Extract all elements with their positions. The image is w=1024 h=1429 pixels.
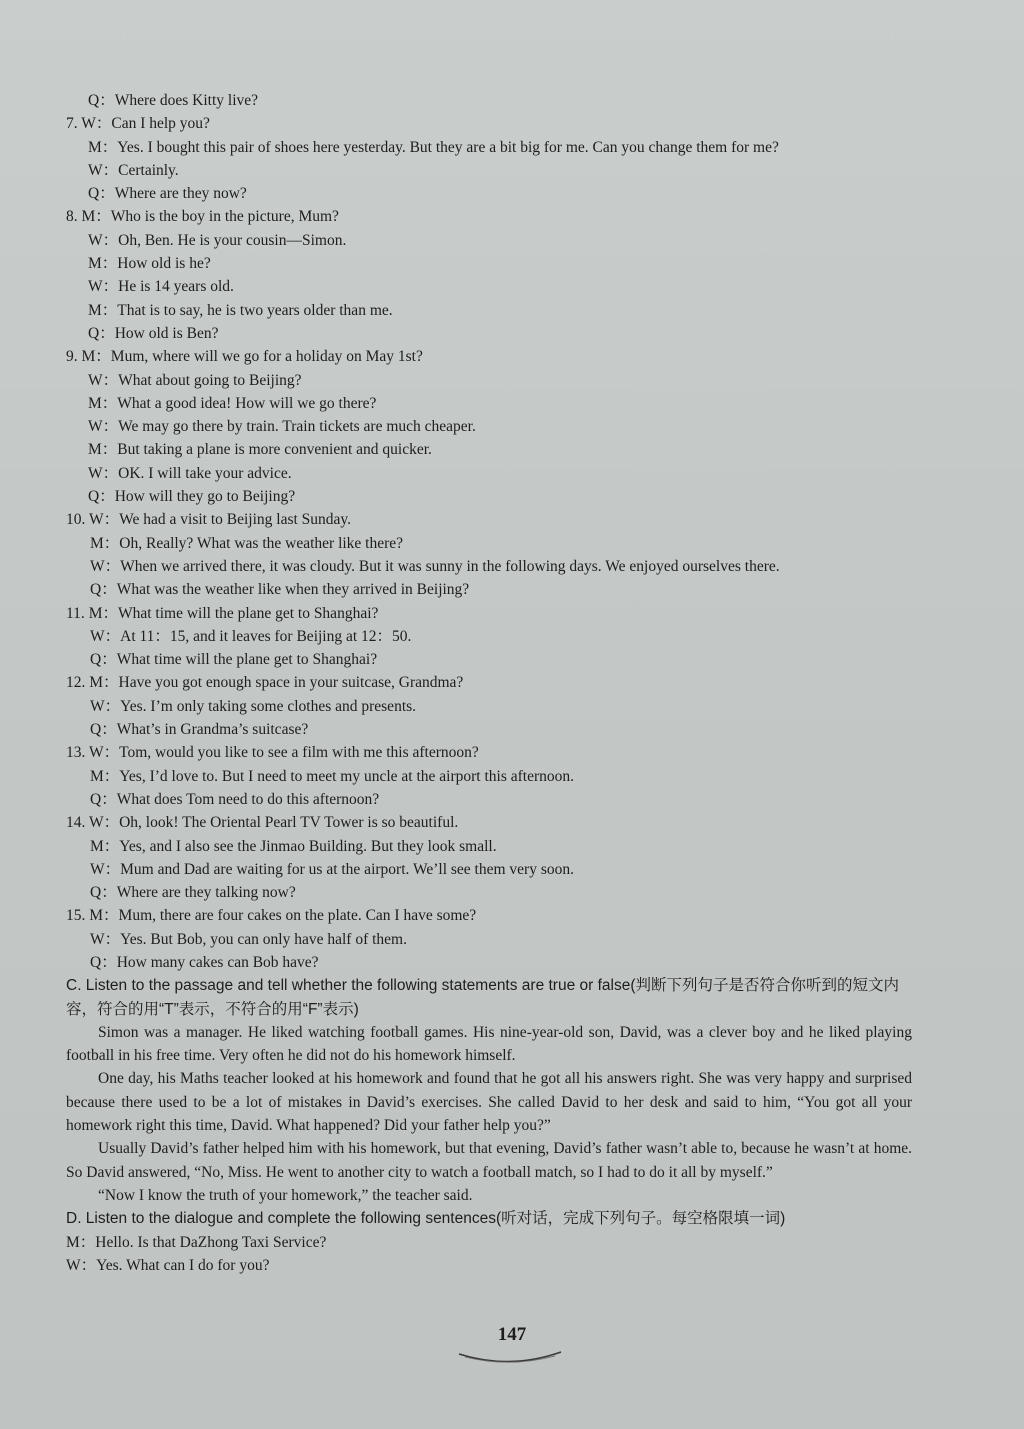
dialogue-text: W：He is 14 years old. xyxy=(88,278,234,296)
dialogue-text: W：Oh, look! The Oriental Pearl TV Tower is so beautiful. xyxy=(88,814,459,832)
dialogue-line xyxy=(66,788,912,811)
dialogue-text: W：What about going to Beijing? xyxy=(88,371,302,389)
dialogue-text: W：Mum and Dad are waiting for us at the airport. We’ll see them very soon. xyxy=(90,860,574,878)
passage-paragraph: Usually David’s father helped him with his homework, but that evening, David’s father wasn’t able to, because he wasn’t at home. So David answered, “No, Miss. He went to another city to watch a football match, so I had to do it all by myself.” xyxy=(66,1140,912,1181)
dialogue-line xyxy=(66,951,912,974)
dialogue-text: W：At 11：15, and it leaves for Beijing at 12：50. xyxy=(90,627,412,645)
item-number: 11. xyxy=(66,604,89,622)
item-number: 10. xyxy=(66,511,89,529)
numbered-dialogue-line xyxy=(66,671,912,694)
numbered-dialogue-line xyxy=(66,741,912,764)
page-content xyxy=(66,89,912,1277)
dialogue-text: Q：Where are they now? xyxy=(88,185,247,203)
section-c-passage xyxy=(66,1021,912,1207)
section-c-heading xyxy=(66,974,912,1021)
dialogue-text: W：Tom, would you like to see a film with me this afternoon? xyxy=(88,744,479,762)
dialogue-text: Q：Where are they talking now? xyxy=(90,884,296,902)
listening-dialogues xyxy=(66,89,912,974)
item-number: 9. xyxy=(66,348,82,366)
dialogue-text: Q：What’s in Grandma’s suitcase? xyxy=(90,721,309,739)
passage-paragraph: Simon was a manager. He liked watching football games. His nine-year-old son, David, was a clever boy and he liked playing football in his free time. Very often he did not do his homework himself. xyxy=(66,1023,912,1065)
dialogue-text: W：Yes. I’m only taking some clothes and presents. xyxy=(90,697,417,715)
dialogue-line xyxy=(66,648,912,671)
dialogue-text: M：How old is he? xyxy=(88,255,211,273)
dialogue-line xyxy=(66,555,912,578)
dialogue-text: Q：How old is Ben? xyxy=(88,324,219,342)
item-number: 12. xyxy=(66,674,90,692)
item-number: 7. xyxy=(66,115,82,133)
page-number: 147 xyxy=(497,1324,527,1345)
dialogue-text: W：We may go there by train. Train tickets are much cheaper. xyxy=(88,418,476,436)
dialogue-text: W：Yes. But Bob, you can only have half of them. xyxy=(90,930,407,948)
dialogue-line xyxy=(66,415,912,438)
dialogue-text: M：That is to say, he is two years older than me. xyxy=(88,301,393,319)
page-swoosh-ornament xyxy=(455,1348,565,1368)
passage-paragraph: “Now I know the truth of your homework,” the teacher said. xyxy=(98,1186,473,1204)
dialogue-text: W：Can I help you? xyxy=(81,115,210,133)
dialogue-text: M：What time will the plane get to Shanghai? xyxy=(88,604,379,622)
dialogue-line xyxy=(66,881,912,904)
dialogue-line: W：Yes. What can I do for you? xyxy=(66,1256,270,1274)
dialogue-text: M：Who is the boy in the picture, Mum? xyxy=(81,208,339,226)
dialogue-line xyxy=(66,718,912,741)
item-number: 14. xyxy=(66,814,89,832)
passage-paragraph: One day, his Maths teacher looked at his homework and found that he got all his answers right. She was very happy and surprised because there used to be a lot of mistakes in David’s exercises. She called David to her desk and said to him, “You got all your homework right this time, David. What happened? Did your father help you?” xyxy=(66,1070,912,1135)
dialogue-line xyxy=(66,159,912,182)
section-d-heading xyxy=(66,1207,912,1230)
dialogue-text: M：Yes, and I also see the Jinmao Building. But they look small. xyxy=(90,837,497,855)
dialogue-line xyxy=(66,462,912,485)
section-d-heading-text: D. Listen to the dialogue and complete the following sentences(听对话，完成下列句子。每空格限填一词) xyxy=(66,1210,786,1228)
dialogue-text: W：Oh, Ben. He is your cousin—Simon. xyxy=(88,231,347,249)
numbered-dialogue-line xyxy=(66,205,912,228)
dialogue-line xyxy=(66,229,912,252)
dialogue-text: M：Yes. I bought this pair of shoes here yesterday. But they are a bit big for me. Can you change them for me? xyxy=(88,138,779,156)
dialogue-text: W：When we arrived there, it was cloudy. But it was sunny in the following days. We enjoyed ourselves there. xyxy=(90,557,780,575)
item-number: 8. xyxy=(66,208,82,226)
dialogue-line xyxy=(66,578,912,601)
dialogue-text: Q：Where does Kitty live? xyxy=(88,92,259,109)
dialogue-line xyxy=(66,136,912,159)
item-number: 15. xyxy=(66,907,90,925)
item-number: 13. xyxy=(66,744,89,762)
dialogue-line xyxy=(66,322,912,345)
dialogue-text: M：Oh, Really? What was the weather like there? xyxy=(90,534,404,552)
dialogue-text: M：Mum, where will we go for a holiday on May 1st? xyxy=(81,348,423,366)
dialogue-line xyxy=(66,695,912,718)
dialogue-text: M：What a good idea! How will we go there? xyxy=(88,394,377,412)
numbered-dialogue-line xyxy=(66,112,912,135)
numbered-dialogue-line xyxy=(66,345,912,368)
dialogue-line xyxy=(66,485,912,508)
dialogue-text: Q：How many cakes can Bob have? xyxy=(90,953,319,971)
dialogue-text: M：Have you got enough space in your suitcase, Grandma? xyxy=(89,674,464,692)
dialogue-text: M：Yes, I’d love to. But I need to meet my uncle at the airport this afternoon. xyxy=(90,767,574,785)
section-c-heading-text: C. Listen to the passage and tell whether the following statements are true or false(判断下列句子是否符合你听到的短文内容，符合的用“T”表示，不符合的用“F”表示) xyxy=(66,977,900,1018)
numbered-dialogue-line xyxy=(66,811,912,834)
dialogue-line xyxy=(66,928,912,951)
dialogue-line xyxy=(66,89,912,112)
dialogue-line xyxy=(66,275,912,298)
numbered-dialogue-line xyxy=(66,602,912,625)
dialogue-line xyxy=(66,858,912,881)
section-d-dialogue xyxy=(66,1231,912,1278)
dialogue-text: Q：How will they go to Beijing? xyxy=(88,488,296,506)
dialogue-text: M：But taking a plane is more convenient and quicker. xyxy=(88,441,432,459)
dialogue-line xyxy=(66,392,912,415)
numbered-dialogue-line xyxy=(66,508,912,531)
dialogue-line xyxy=(66,835,912,858)
dialogue-line xyxy=(66,252,912,275)
dialogue-line xyxy=(66,299,912,322)
dialogue-line xyxy=(66,438,912,461)
dialogue-line xyxy=(66,369,912,392)
dialogue-text: W：We had a visit to Beijing last Sunday. xyxy=(88,511,352,529)
dialogue-line xyxy=(66,625,912,648)
dialogue-text: Q：What does Tom need to do this afternoon? xyxy=(90,790,380,808)
dialogue-line xyxy=(66,532,912,555)
dialogue-line xyxy=(66,182,912,205)
dialogue-text: Q：What time will the plane get to Shanghai? xyxy=(90,651,378,669)
dialogue-line: M：Hello. Is that DaZhong Taxi Service? xyxy=(66,1233,327,1251)
dialogue-line xyxy=(66,765,912,788)
numbered-dialogue-line xyxy=(66,904,912,927)
dialogue-text: W：OK. I will take your advice. xyxy=(88,464,292,482)
dialogue-text: W：Certainly. xyxy=(88,161,179,179)
dialogue-text: M：Mum, there are four cakes on the plate. Can I have some? xyxy=(89,907,477,925)
dialogue-text: Q：What was the weather like when they arrived in Beijing? xyxy=(90,581,470,599)
